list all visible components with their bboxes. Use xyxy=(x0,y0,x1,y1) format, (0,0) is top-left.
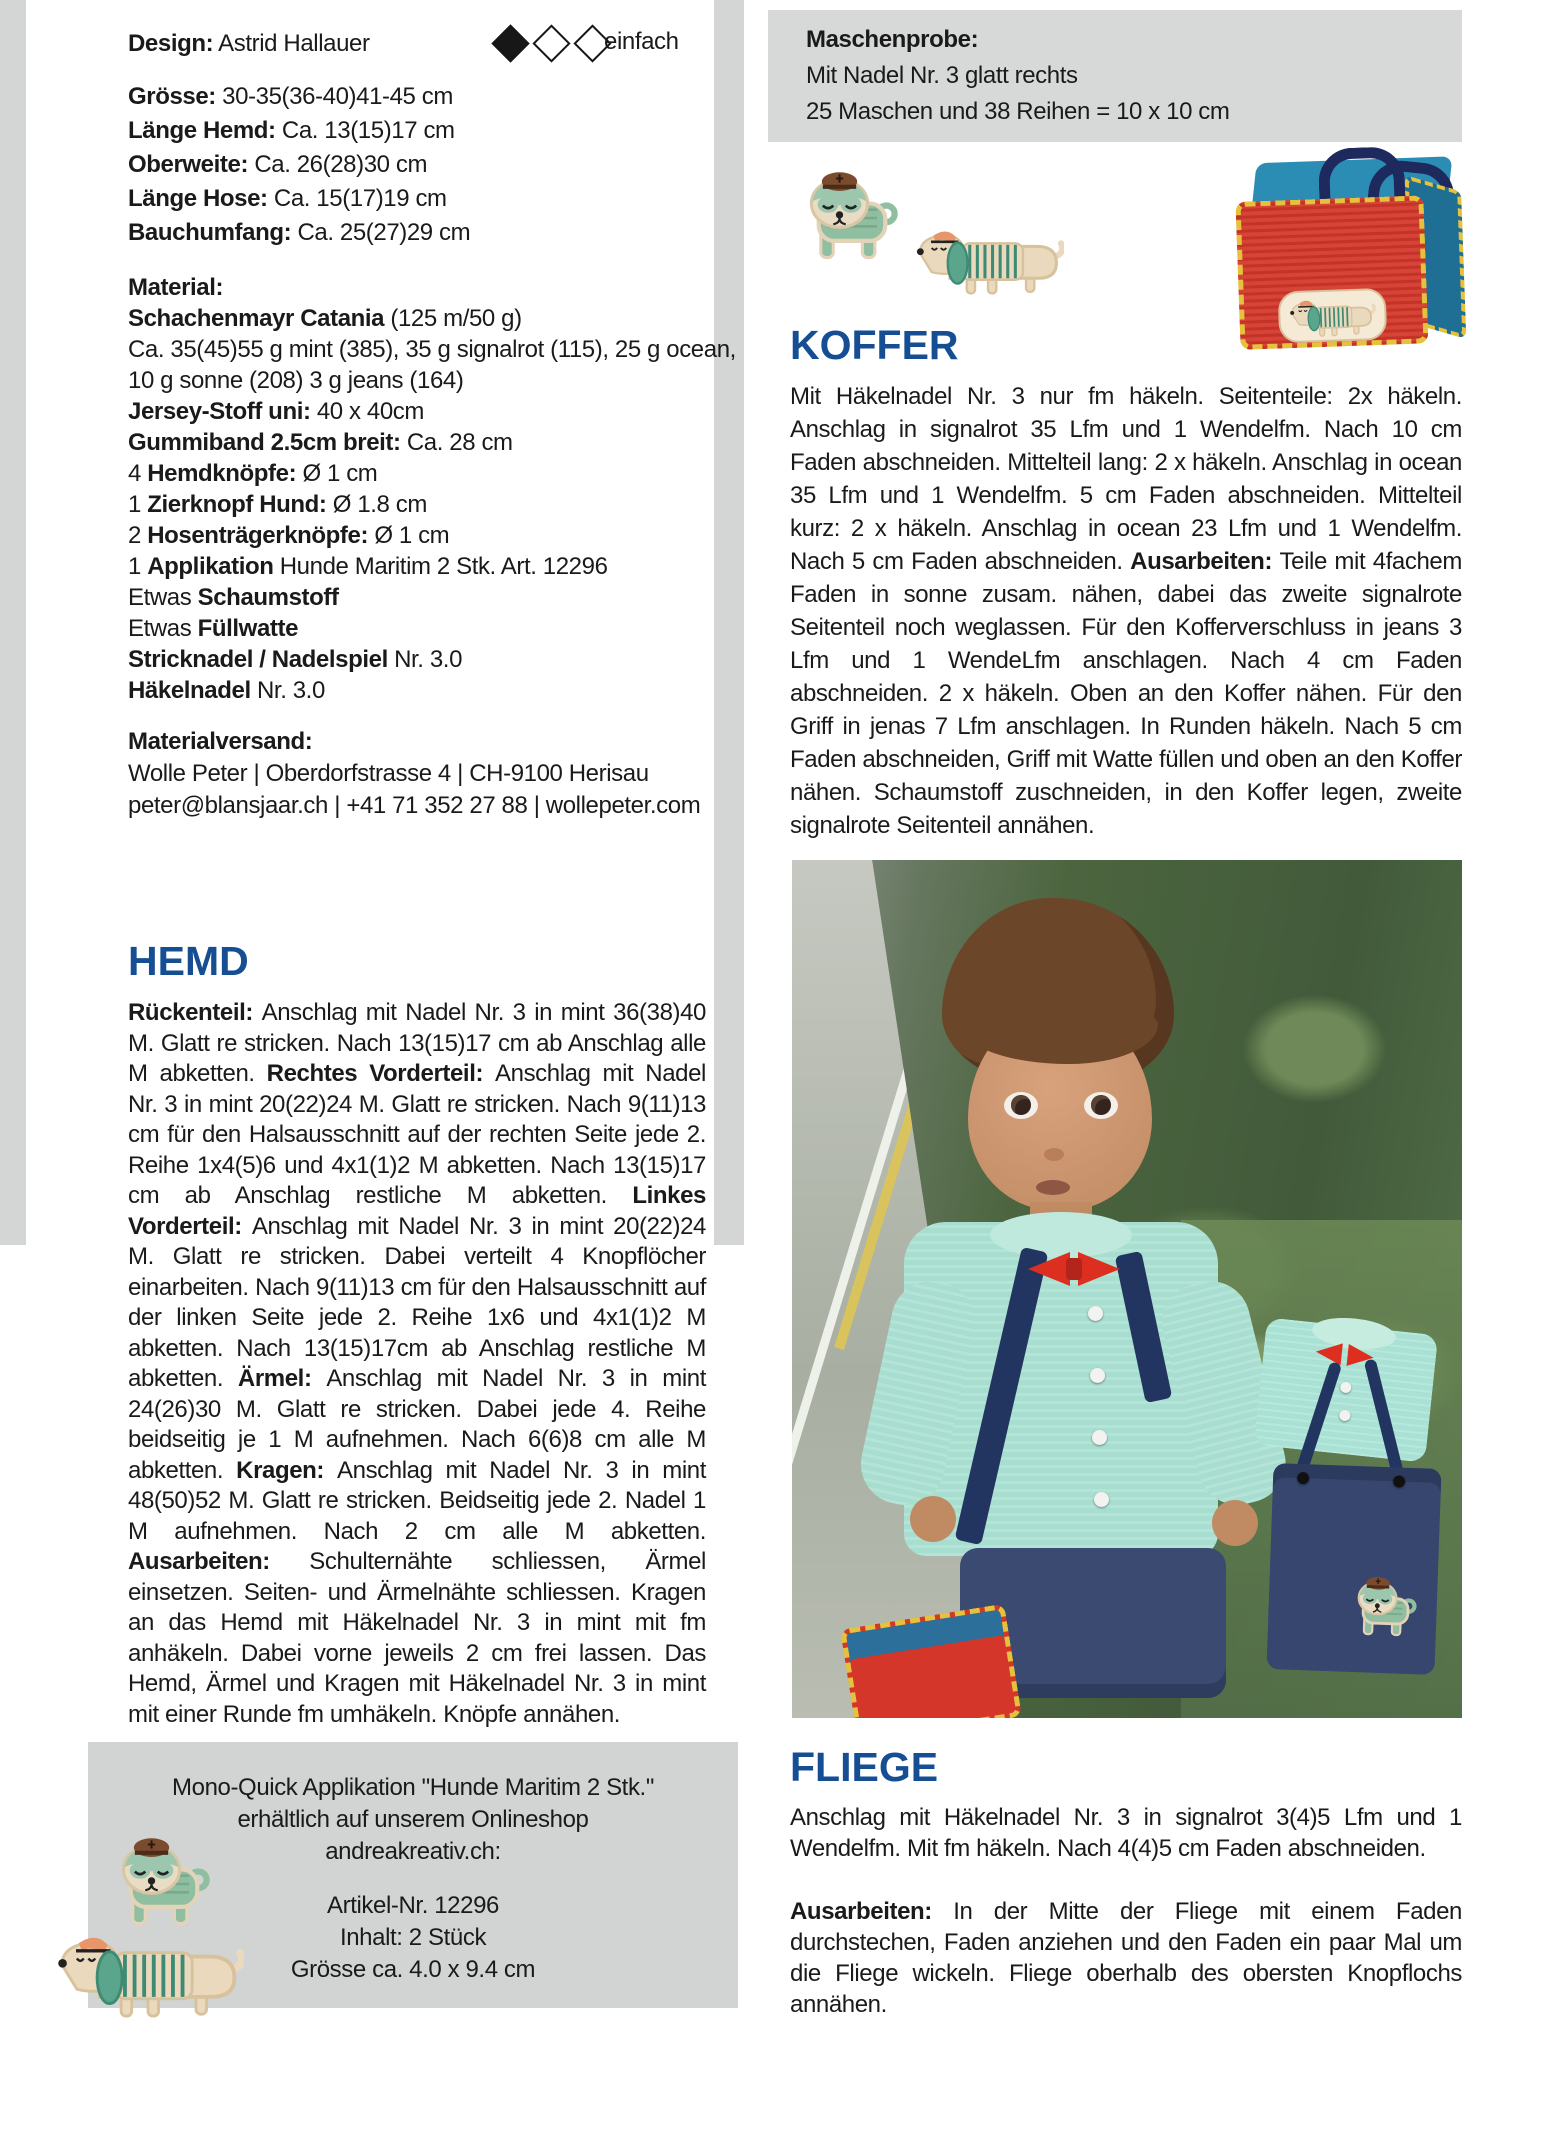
maschenprobe-box xyxy=(768,10,1462,142)
fliege-instructions-1 xyxy=(790,1802,1462,1864)
pug-patch-image xyxy=(800,166,904,270)
text-line xyxy=(128,644,718,675)
text-run: Anschlag mit Nadel Nr. 3 in mint 24(26)30 M. Glatt re stricken. Dabei jede 4. Reihe beidseitig je 1 M aufnehmen. Nach 6(6)8 cm alle M abketten. xyxy=(128,1365,706,1484)
text-run: Ø 1.8 cm xyxy=(326,491,427,518)
bold-text-run: Gummiband 2.5cm breit: xyxy=(128,429,401,456)
shirt-button xyxy=(1090,1368,1105,1383)
hanging-mint-shirt xyxy=(1254,1317,1438,1462)
text-line: Oberweite: Ca. 26(28)30 cm xyxy=(128,151,428,178)
doll-pupil xyxy=(1011,1095,1031,1115)
dachshund-patch-icon xyxy=(1281,291,1382,338)
left-edge-strip xyxy=(0,0,26,1245)
bold-text-run: Hosenträgerknöpfe: xyxy=(147,522,369,549)
dachshund-patch-image xyxy=(52,1922,244,2018)
text-line: Inhalt: 2 Stück xyxy=(339,1924,487,1951)
materialversand-section xyxy=(128,726,718,822)
text-run: Ca. 35(45)55 g mint (385), 35 g signalrot (115), 25 g ocean, xyxy=(128,336,736,363)
crochet-suitcase-photo xyxy=(1230,142,1469,348)
versand-lines xyxy=(128,758,718,822)
bold-text-run: Stricknadel / Nadelspiel xyxy=(128,646,388,673)
text-run: 1 xyxy=(128,491,148,518)
suitcase-front-panel xyxy=(1235,195,1428,349)
bold-text-run: Schachenmayr Catania xyxy=(128,305,385,332)
pug-patch-image xyxy=(112,1832,216,1936)
text-line: Wolle Peter | Oberdorfstrasse 4 | CH-9100 Herisau xyxy=(128,760,649,787)
text-run: Hunde Maritim 2 Stk. Art. 12296 xyxy=(273,553,608,580)
fliege-instructions-2 xyxy=(790,1896,1462,2020)
text-run: Anschlag mit Nadel Nr. 3 in mint 20(22)24 M. Glatt re stricken. Dabei verteilt 4 Knopflöcher einarbeiten. Nach 9(11)13 cm für den Halsausschnitt auf der linken Seite jede 2. Reihe 1x6 und 4x1(1)2 M abketten. Nach 13(15)17cm ab Anschlag restliche M abketten. xyxy=(128,1212,706,1392)
text-run: In der Mitte der Fliege mit einem Faden durchstechen, Faden anziehen und den Faden ein paar Mal um die Fliege wickeln. Fliege oberhalb des obersten Knopflochs annähen. xyxy=(790,1898,1462,2018)
text-line xyxy=(128,303,718,334)
hanging-bow-left xyxy=(1315,1341,1343,1366)
bold-text-run: Füllwatte xyxy=(197,615,299,642)
hanging-shirt-button xyxy=(1339,1409,1351,1421)
text-line xyxy=(128,334,736,365)
doll-photo xyxy=(792,860,1462,1718)
text-line xyxy=(128,427,718,458)
shorts-button xyxy=(1297,1472,1309,1484)
text-line xyxy=(128,489,718,520)
diamond-filled-icon xyxy=(491,24,529,62)
text-line xyxy=(128,396,718,427)
text-line xyxy=(128,365,718,396)
text-run: Anschlag mit Nadel Nr. 3 in mint 48(50)52 M. Glatt re stricken. Beidseitig jede 2. Nadel 1 M aufnehmen. Nach 2 cm alle M abketten. xyxy=(128,1456,706,1545)
bold-text-run: Applikation xyxy=(147,553,274,580)
doll-right-hand xyxy=(1212,1500,1258,1546)
text-line: Mit Nadel Nr. 3 glatt rechts xyxy=(806,62,1078,89)
bold-text-run: Ärmel: xyxy=(237,1365,327,1392)
text-line: Grösse: 30-35(36-40)41-45 cm xyxy=(128,83,453,110)
text-run: Nr. 3.0 xyxy=(387,646,463,673)
text-line: Länge Hose: Ca. 15(17)19 cm xyxy=(128,185,447,212)
text-run: 10 g sonne (208) 3 g jeans (164) xyxy=(128,367,464,394)
versand-heading: Materialversand: xyxy=(128,728,313,755)
design-label: Design: xyxy=(128,30,214,57)
doll-eye xyxy=(1004,1092,1038,1119)
shirt-button xyxy=(1092,1430,1107,1445)
text-line: Maschenprobe: xyxy=(806,26,979,53)
suitcase-dog-patch xyxy=(1278,288,1388,344)
text-line: Mono-Quick Applikation "Hunde Maritim 2 Stk." xyxy=(172,1774,654,1801)
diamond-outline-icon xyxy=(532,24,570,62)
text-run: 4 xyxy=(128,460,148,487)
text-run: Teile mit 4fachem Faden in sonne zusam. nähen, dabei das zweite signalrote Seitenteil noch weglassen. Für den Kofferverschluss in jeans 3 Lfm und 1 WendeLfm anschlagen. Nach 4 cm Faden abschneiden. 2 x häkeln. Oben an den Koffer nähen. Für den Griff in jenas 7 Lfm anschlagen. In Runden häkeln. Nach 5 cm Faden abschneiden, Griff mit Watte füllen und oben an den Koffer nähen. Schaumstoff zuschneiden, in den Koffer legen, zweite signalrote Seitenteil annähen. xyxy=(790,548,1462,839)
line-label: Länge Hose: xyxy=(128,185,268,212)
text-line: Länge Hemd: Ca. 13(15)17 cm xyxy=(128,117,455,144)
text-run: 2 xyxy=(128,522,148,549)
doll-left-hand xyxy=(910,1496,956,1542)
text-run: Anschlag mit Nadel Nr. 3 in mint 36(38)40 M. Glatt re stricken. Nach 13(15)17 cm ab Anschlag alle M abketten. xyxy=(128,999,707,1087)
bow-tie-knot xyxy=(1066,1258,1082,1280)
text-run: Ø 1 cm xyxy=(368,522,450,549)
doll-mouth xyxy=(1036,1180,1070,1195)
line-label: Länge Hemd: xyxy=(128,117,276,144)
text-line xyxy=(128,582,718,613)
column-divider-strip xyxy=(714,0,744,1245)
text-run: Anschlag mit Nadel Nr. 3 in mint 20(22)24 M. Glatt re stricken. Nach 9(11)13 cm für den Halsausschnitt auf der rechten Seite jede 2. Reihe 1x4(5)6 und 4x1(1)2 M abketten. Nach 13(15)17 cm ab Anschlag restliche M abketten. xyxy=(128,1060,706,1209)
text-line xyxy=(128,520,718,551)
line-label: Grösse: xyxy=(128,83,216,110)
text-run: Etwas xyxy=(128,584,198,611)
doll-nose xyxy=(1044,1148,1064,1161)
text-line: erhältlich auf unserem Onlineshop xyxy=(237,1806,589,1833)
text-line xyxy=(128,613,718,644)
material-list xyxy=(128,303,736,706)
text-line xyxy=(128,551,718,582)
text-line xyxy=(128,458,718,489)
design-value: Astrid Hallauer xyxy=(218,30,370,57)
bold-text-run: Jersey-Stoff uni: xyxy=(128,398,311,425)
bold-text-run: Rückenteil: xyxy=(128,999,262,1026)
line-label: Bauchumfang: xyxy=(128,219,292,246)
size-specs xyxy=(128,80,706,250)
koffer-heading: KOFFER xyxy=(790,322,959,368)
text-run: Mit Häkelnadel Nr. 3 nur fm häkeln. Seitenteile: 2x häkeln. Anschlag in signalrot 35 Lfm und 1 Wendelfm. Nach 10 cm Faden abschneiden. Mittelteil lang: 2 x häkeln. Anschlag in ocean 35 Lfm und 1 Wendelfm. 5 cm Faden abschneiden. Mittelteil kurz: 2 x häkeln. Anschlag in ocean 23 Lfm und 1 Wendelfm. Nach 5 cm Faden abschneiden. xyxy=(790,383,1462,575)
text-run: Ø 1 cm xyxy=(296,460,378,487)
text-run: (125 m/50 g) xyxy=(384,305,522,332)
bold-text-run: Linkes Vorderteil: xyxy=(128,1182,706,1240)
text-run: 40 x 40cm xyxy=(310,398,424,425)
doll-pupil xyxy=(1091,1095,1111,1115)
text-run: Ca. 28 cm xyxy=(400,429,513,456)
text-run: 1 xyxy=(128,553,148,580)
fliege-heading: FLIEGE xyxy=(790,1744,939,1790)
bold-text-run: Ausarbeiten: xyxy=(790,1898,954,1925)
hanging-shirt-button xyxy=(1340,1381,1352,1393)
bold-text-run: Hemdknöpfe: xyxy=(147,460,297,487)
bold-text-run: Rechtes Vorderteil: xyxy=(266,1060,496,1087)
bold-text-run: Schaumstoff xyxy=(197,584,339,611)
text-line: andreakreativ.ch: xyxy=(325,1838,501,1865)
difficulty-rating xyxy=(497,30,620,62)
text-run: Etwas xyxy=(128,615,198,642)
hemd-heading: HEMD xyxy=(128,938,249,984)
bold-text-run: Ausarbeiten: xyxy=(128,1548,310,1575)
bow-tie-left-wing xyxy=(1028,1252,1070,1286)
text-line xyxy=(128,675,718,706)
text-line: Bauchumfang: Ca. 25(27)29 cm xyxy=(128,219,471,246)
text-line: 25 Maschen und 38 Reihen = 10 x 10 cm xyxy=(806,98,1230,125)
text-run: Nr. 3.0 xyxy=(250,677,325,704)
material-heading: Material: xyxy=(128,274,224,301)
bow-tie-right-wing xyxy=(1078,1252,1120,1286)
doll-eye xyxy=(1084,1092,1118,1119)
bold-text-run: Häkelnadel xyxy=(128,677,251,704)
text-line: peter@blansjaar.ch | +41 71 352 27 88 | wollepeter.com xyxy=(128,792,701,819)
text-run: Anschlag mit Häkelnadel Nr. 3 in signalrot 3(4)5 Lfm und 1 Wendelfm. Mit fm häkeln. Nach 4(4)5 cm Faden abschneiden. xyxy=(790,1804,1462,1862)
koffer-instructions xyxy=(790,380,1462,842)
pug-patch-icon xyxy=(1349,1572,1421,1644)
bold-text-run: Zierknopf Hund: xyxy=(147,491,327,518)
shirt-button xyxy=(1094,1492,1109,1507)
bold-text-run: Kragen: xyxy=(236,1456,338,1484)
hemd-instructions xyxy=(128,998,706,1730)
text-line: Grösse ca. 4.0 x 9.4 cm xyxy=(290,1956,536,1983)
text-run: Schulternähte schliessen, Ärmel einsetzen. Seiten- und Ärmelnähte schliessen. Kragen an das Hemd mit Häkelnadel Nr. 3 in mint mit fm anhäkeln. Dabei vorne jeweils 2 cm frei lassen. Das Hemd, Ärmel und Kragen mit Häkelnadel Nr. 3 in mint mit einer Runde fm umhäkeln. Knöpfe annähen. xyxy=(128,1548,706,1728)
dachshund-patch-image xyxy=(912,210,1064,304)
line-label: Oberweite: xyxy=(128,151,249,178)
hanging-navy-shorts xyxy=(1266,1463,1441,1675)
text-line: Artikel-Nr. 12296 xyxy=(327,1892,499,1919)
shorts-button xyxy=(1393,1475,1405,1487)
bold-text-run: Ausarbeiten: xyxy=(1130,548,1280,575)
difficulty-label: einfach xyxy=(604,28,679,55)
material-section xyxy=(128,272,736,706)
shirt-button xyxy=(1088,1306,1103,1321)
